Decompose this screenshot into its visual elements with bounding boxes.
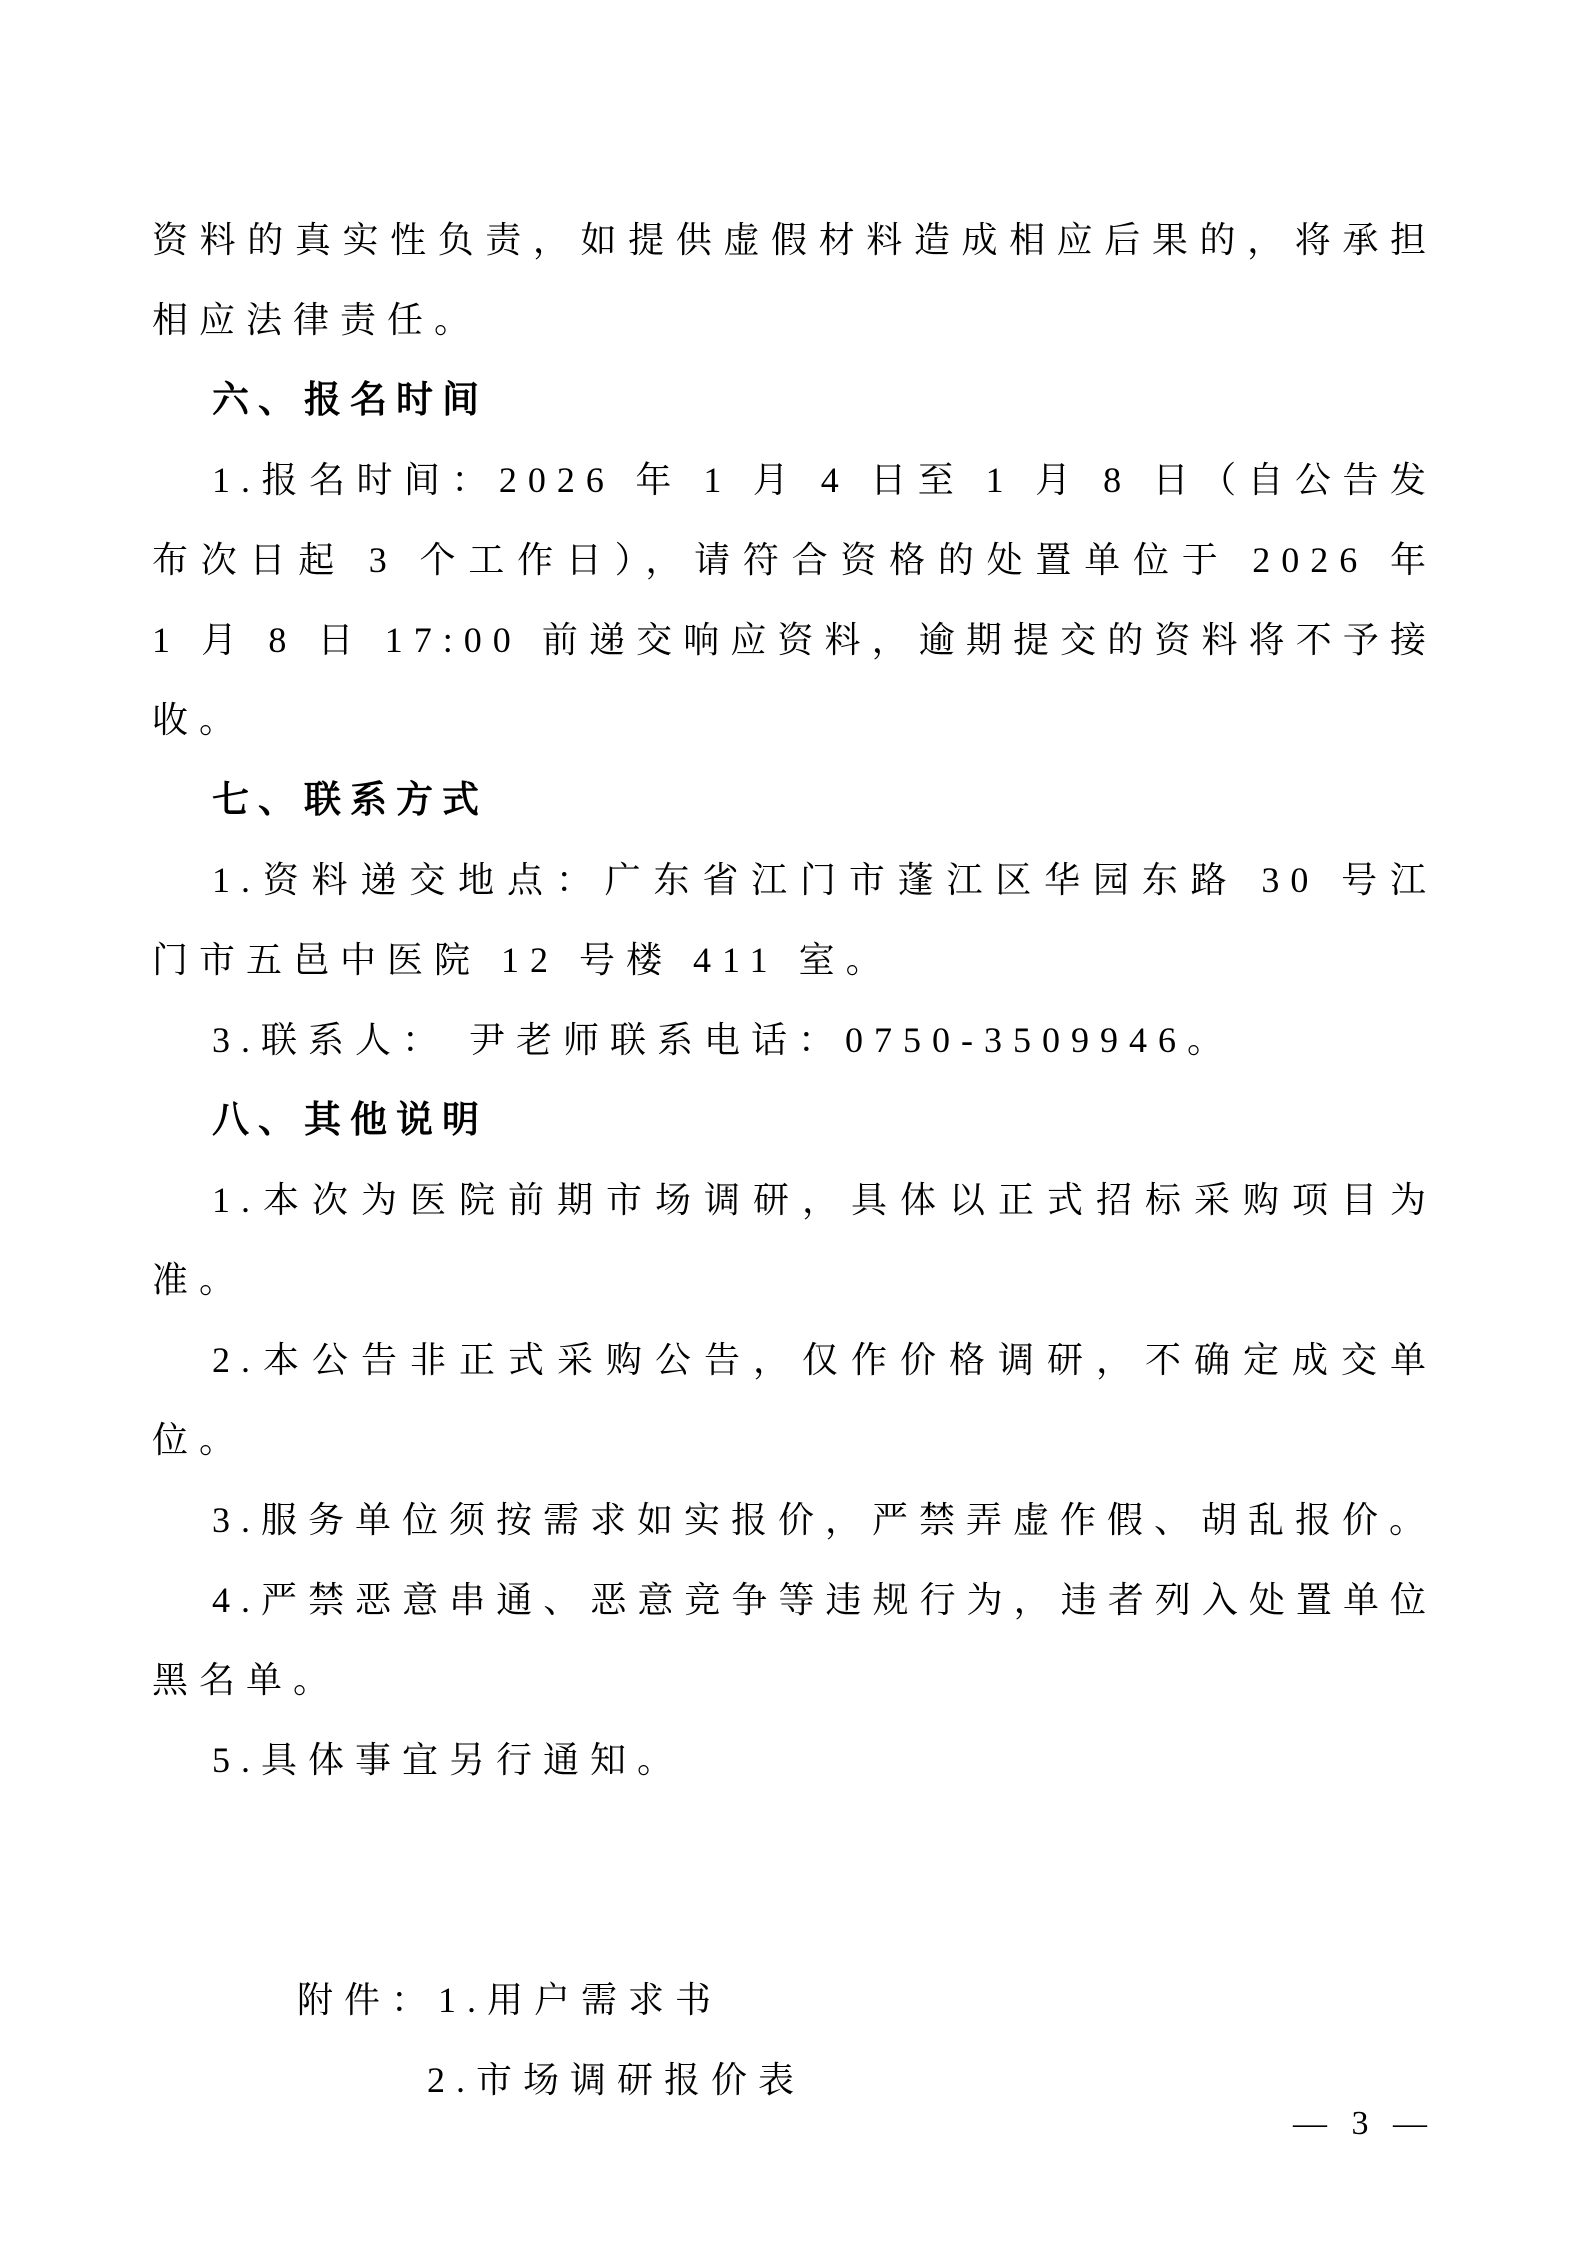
section-heading-contact-info: 七、联系方式 <box>212 779 488 820</box>
page-number: — 3 — <box>1293 2105 1435 2142</box>
paragraph-registration-time: 1.报名时间：2026 年 1 月 4 日至 1 月 8 日（自公告发布次日起 3 个工作日），请符合资格的处置单位于 2026 年 1 月 8 日 17:00 前递交响应资料，逾期提交的资料将不予接收。 <box>152 460 1437 740</box>
paragraph-note-not-formal: 2.本公告非正式采购公告，仅作价格调研，不确定成交单位。 <box>152 1340 1437 1460</box>
section-heading-registration-time: 六、报名时间 <box>212 379 488 420</box>
paragraph-note-honest-quote: 3.服务单位须按需求如实报价，严禁弄虚作假、胡乱报价。 <box>212 1500 1437 1540</box>
paragraph-note-further-notice: 5.具体事宜另行通知。 <box>212 1740 685 1780</box>
attachment-line-user-requirements: 附件：1.用户需求书 <box>297 1980 723 2020</box>
attachment-line-quotation-form: 2.市场调研报价表 <box>427 2060 806 2100</box>
document-content <box>152 200 1437 2120</box>
paragraph-liability-continued: 资料的真实性负责，如提供虚假材料造成相应后果的，将承担相应法律责任。 <box>152 220 1437 340</box>
paragraph-note-market-research: 1.本次为医院前期市场调研，具体以正式招标采购项目为准。 <box>152 1180 1437 1300</box>
attachments-block <box>152 1960 1437 2120</box>
section-heading-other-notes: 八、其他说明 <box>212 1099 488 1140</box>
paragraph-contact-person: 3.联系人： 尹老师联系电话：0750-3509946。 <box>212 1020 1234 1060</box>
paragraph-note-blacklist: 4.严禁恶意串通、恶意竞争等违规行为，违者列入处置单位黑名单。 <box>152 1580 1437 1700</box>
paragraph-submission-address: 1.资料递交地点：广东省江门市蓬江区华园东路 30 号江门市五邑中医院 12 号楼 411 室。 <box>152 860 1437 980</box>
